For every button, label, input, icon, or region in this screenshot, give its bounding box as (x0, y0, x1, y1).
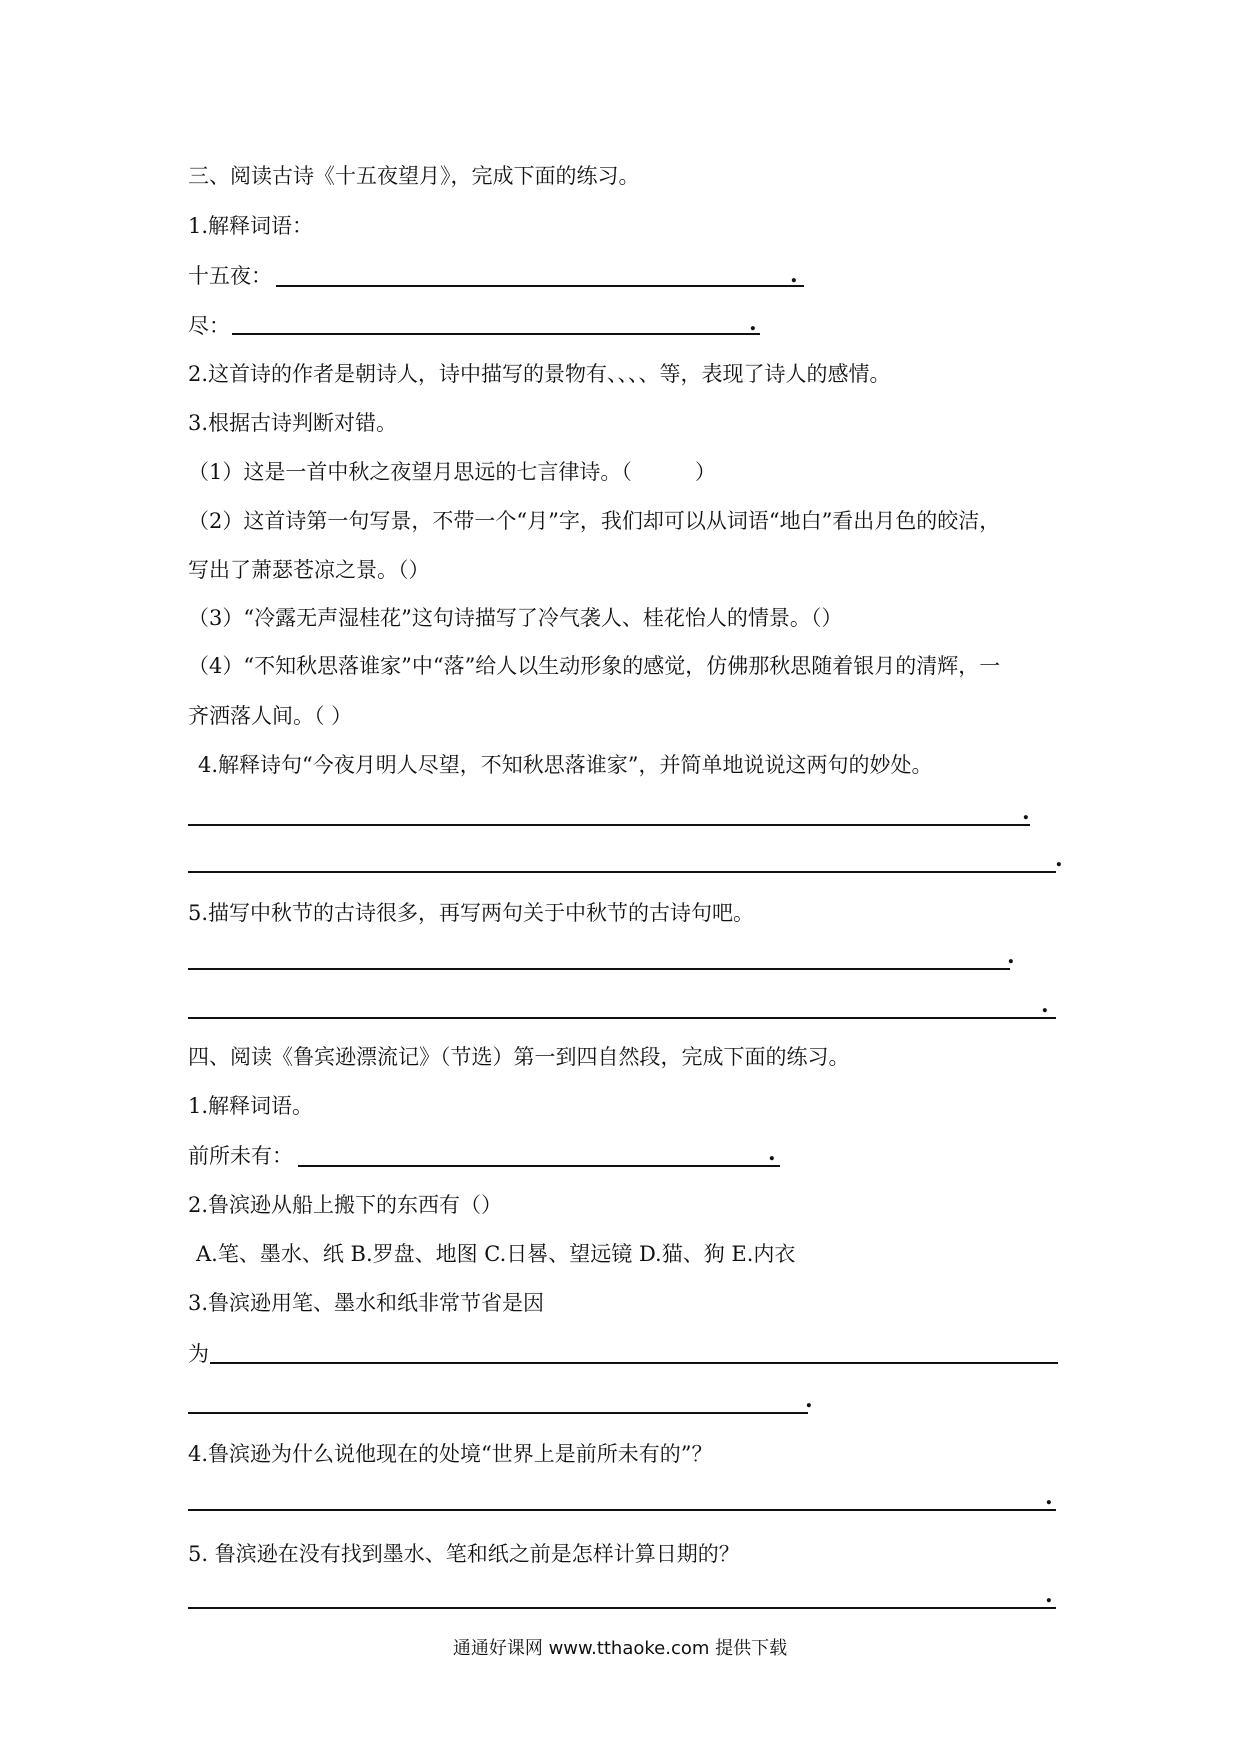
s3-q3: 3.根据古诗判断对错。 (188, 411, 398, 435)
answer-line[interactable] (188, 824, 1030, 826)
period: . (1045, 1582, 1053, 1608)
s3-statement-1: （1）这是一首中秋之夜望月思远的七言律诗。（ ） (188, 460, 716, 484)
answer-line[interactable] (298, 1165, 780, 1167)
s4-term-qiansuoweiyou: 前所未有： (188, 1144, 293, 1168)
period: . (1045, 1484, 1053, 1510)
s4-q1: 1.解释词语。 (188, 1094, 314, 1118)
period: . (790, 262, 798, 288)
period: . (749, 310, 757, 336)
answer-line[interactable] (232, 333, 760, 335)
s3-statement-2b: 写出了萧瑟苍凉之景。（） (188, 558, 430, 582)
period: . (1055, 846, 1063, 872)
s4-q3b: 为 (188, 1342, 209, 1366)
s3-statement-4a: （4）“不知秋思落谁家”中“落”给人以生动形象的感觉，仿佛那秋思随着银月的清辉，一 (188, 654, 1001, 678)
s3-q5: 5.描写中秋节的古诗很多，再写两句关于中秋节的古诗句吧。 (188, 901, 755, 925)
section3-heading: 三、阅读古诗《十五夜望月》，完成下面的练习。 (188, 164, 640, 188)
answer-line[interactable] (210, 1362, 1058, 1364)
answer-line[interactable] (188, 1509, 1056, 1511)
s3-statement-3: （3）“冷露无声湿桂花”这句诗描写了冷气袭人、桂花怡人的情景。（） (188, 606, 843, 630)
s4-q3a: 3.鲁滨逊用笔、墨水和纸非常节省是因 (188, 1291, 545, 1315)
s3-term-jin: 尽： (188, 314, 230, 338)
period: . (805, 1387, 813, 1413)
answer-line[interactable] (188, 1017, 1056, 1019)
section4-heading: 四、阅读《鲁宾逊漂流记》（节选）第一到四自然段，完成下面的练习。 (188, 1045, 850, 1069)
s3-q2: 2.这首诗的作者是朝诗人，诗中描写的景物有、、、、等，表现了诗人的感情。 (188, 362, 891, 386)
period: . (768, 1140, 776, 1166)
period: . (1022, 799, 1030, 825)
s3-q4: 4.解释诗句“今夜月明人尽望，不知秋思落谁家”，并简单地说说这两句的妙处。 (198, 753, 933, 777)
s3-statement-2a: （2）这首诗第一句写景，不带一个“月”字，我们却可以从词语“地白”看出月色的皎洁， (188, 509, 1001, 533)
period: . (1041, 992, 1049, 1018)
s4-q5: 5. 鲁滨逊在没有找到墨水、笔和纸之前是怎样计算日期的？ (188, 1542, 740, 1566)
s4-q2: 2.鲁滨逊从船上搬下的东西有（） (188, 1193, 503, 1217)
footer-source: 通通好课网 www.tthaoke.com 提供下载 (452, 1638, 788, 1659)
answer-line[interactable] (188, 1412, 808, 1414)
s4-options: A.笔、墨水、纸 B.罗盘、地图 C.日晷、望远镜 D.猫、狗 E.内衣 (196, 1242, 796, 1266)
answer-line[interactable] (188, 1607, 1056, 1609)
answer-line[interactable] (276, 285, 804, 287)
s3-term-shiwuye: 十五夜： (188, 264, 272, 288)
s3-statement-4b: 齐洒落人间。（ ） (188, 704, 353, 728)
answer-line[interactable] (188, 968, 1010, 970)
s4-q4: 4.鲁滨逊为什么说他现在的处境“世界上是前所未有的”？ (188, 1442, 713, 1466)
s3-q1: 1.解释词语： (188, 214, 314, 238)
period: . (1007, 943, 1015, 969)
answer-line[interactable] (188, 871, 1056, 873)
